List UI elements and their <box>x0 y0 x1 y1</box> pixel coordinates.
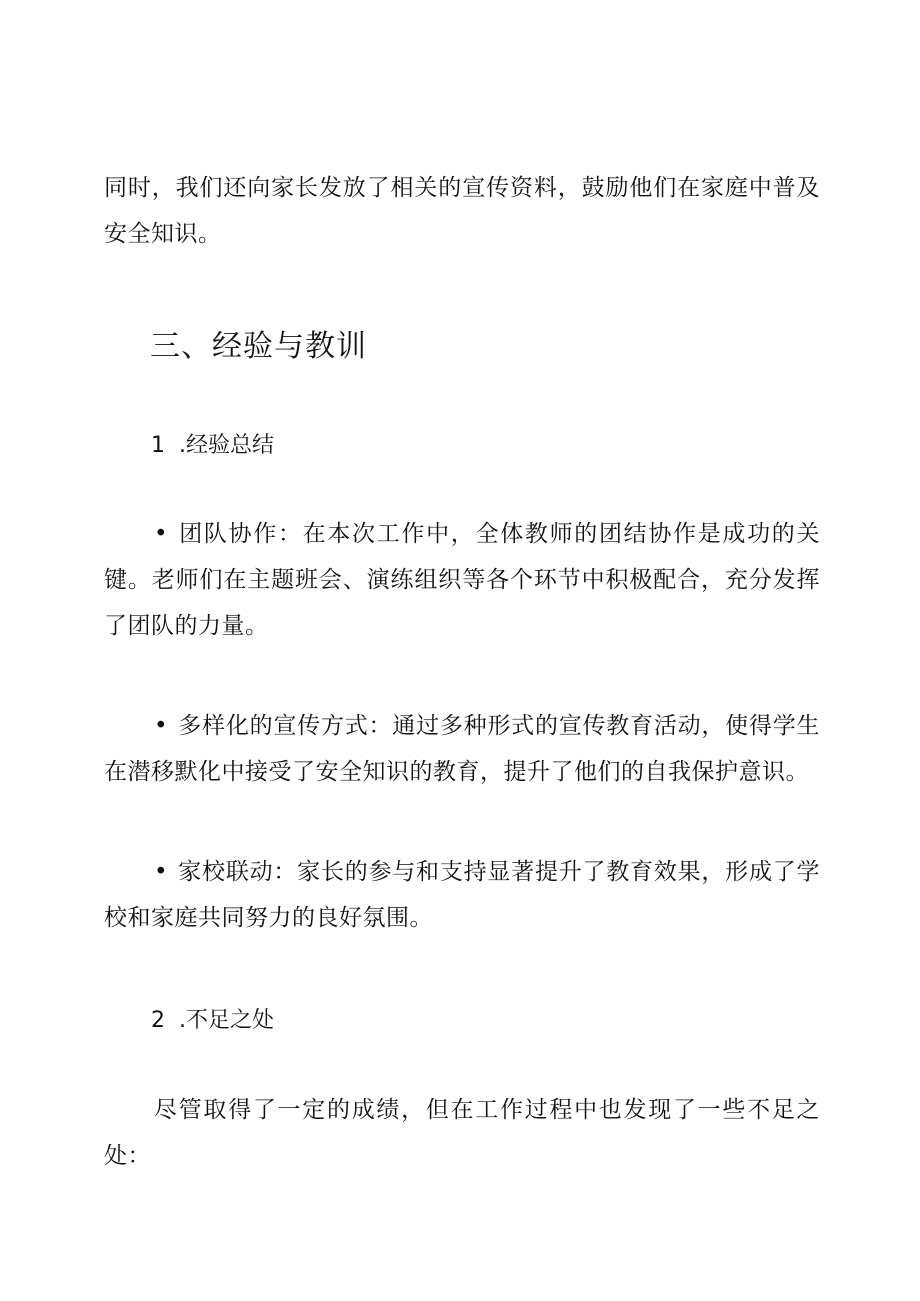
bullet-text: 团队协作：在本次工作中，全体教师的团结协作是成功的关键。老师们在主题班会、演练组织等各个环节中积极配合，充分发挥了团队的力量。 <box>104 521 820 639</box>
subsection-title: .不足之处 <box>179 1008 274 1033</box>
bullet-item-home-school <box>104 849 820 941</box>
subsection-title: .经验总结 <box>179 433 274 458</box>
subsection-number: 2 <box>151 1008 165 1033</box>
bullet-text: 多样化的宣传方式：通过多种形式的宣传教育活动，使得学生在潜移默化中接受了安全知识的教育，提升了他们的自我保护意识。 <box>104 713 820 785</box>
subsection-heading-1 <box>151 431 274 461</box>
section-heading: 三、经验与教训 <box>150 329 367 364</box>
bullet-mark: • <box>154 713 169 739</box>
closing-paragraph: 尽管取得了一定的成绩，但在工作过程中也发现了一些不足之处： <box>104 1097 820 1169</box>
bullet-text: 家校联动：家长的参与和支持显著提升了教育效果，形成了学校和家庭共同努力的良好氛围。 <box>104 859 820 931</box>
bullet-mark: • <box>154 859 169 885</box>
bullet-item-publicity <box>104 703 820 795</box>
intro-paragraph: 同时，我们还向家长发放了相关的宣传资料，鼓励他们在家庭中普及安全知识。 <box>104 175 820 247</box>
bullet-item-teamwork <box>104 511 820 649</box>
bullet-mark: • <box>154 521 169 547</box>
subsection-number: 1 <box>151 433 165 458</box>
subsection-heading-2 <box>151 1006 274 1036</box>
